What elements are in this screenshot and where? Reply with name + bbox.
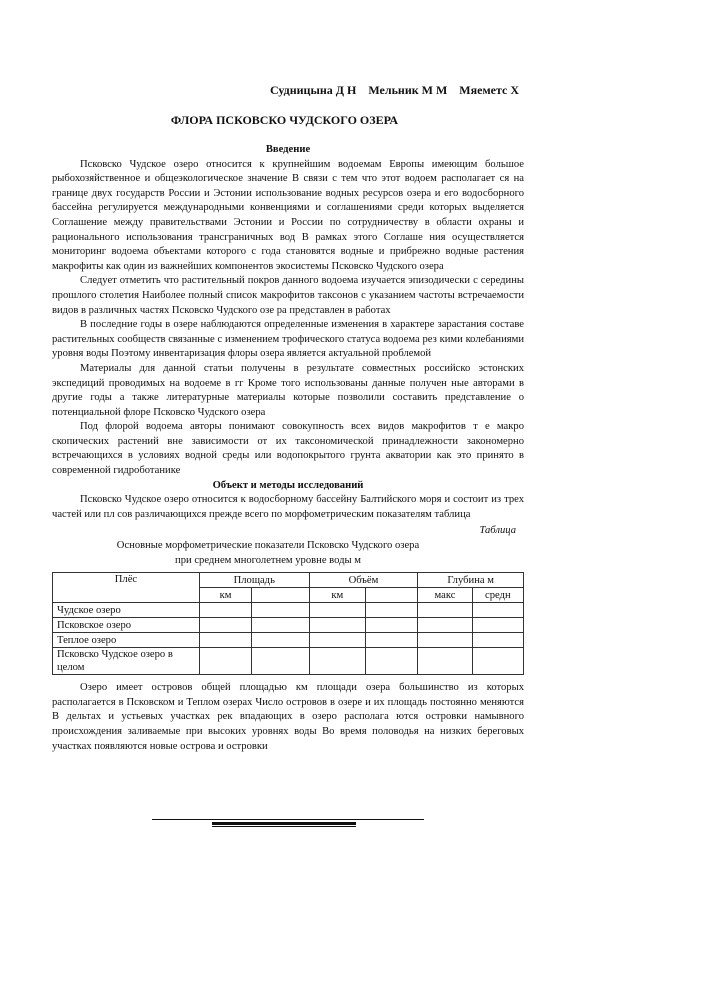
methods-paragraph: Псковско Чудское озеро относится к водосборному бассейну Балтийского моря и состоит из трех частей или пл сов различающихся прежде всего по морфометрическим показателям таблица [52, 494, 524, 520]
article-title [0, 113, 709, 128]
divider-thin-line [212, 826, 356, 827]
intro-paragraph-2: Следует отметить что растительный покров данного водоема изучается эпизодически с середины прошлого столетия Наиболее полный список макрофитов таксонов с указанием частоты встречаемости видов в различных частях Псковско Чудского озе ра представлен в работах [52, 275, 524, 316]
table-row [53, 633, 524, 648]
subheader-area-unit: км [199, 588, 251, 603]
authors-line: Судницына Д Н Мельник М М Мяеметс Х [270, 83, 519, 97]
intro-paragraph-5: Под флорой водоема авторы понимают совокупность всех видов макрофитов т е макро скопических растений вне зависимости от их таксономической принадлежности закономерно встречающихся в условиях водной среды или водопокрытого грунта акватории как это принято в современной гидроботанике [52, 421, 524, 477]
article-title-text: ФЛОРА ПСКОВСКО ЧУДСКОГО ОЗЕРА [170, 113, 399, 127]
article-body [52, 143, 524, 754]
row-name: Псковское озеро [53, 618, 200, 633]
column-header-volume: Объём [309, 573, 418, 588]
divider-line [152, 819, 424, 820]
subheader-volume-unit: км [309, 588, 365, 603]
table-label: Таблица [479, 525, 516, 537]
subheader-depth-mean: средн [472, 588, 523, 603]
subheader-depth-max: макс [418, 588, 472, 603]
column-header-lake: Плёс [53, 573, 200, 603]
subheader-volume-percent [365, 588, 417, 603]
column-header-depth: Глубина м [418, 573, 524, 588]
row-name: Псковско Чудское озеро в целом [53, 648, 200, 675]
section-heading-intro: Введение [265, 144, 311, 155]
row-name: Чудское озеро [53, 603, 200, 618]
footer-rule [152, 819, 424, 827]
section-heading-methods: Объект и методы исследований [212, 479, 364, 491]
table-row [53, 648, 524, 675]
table-caption-line-2: при среднем многолетнем уровне воды м [175, 554, 361, 566]
column-header-area: Площадь [199, 573, 309, 588]
table-row [53, 603, 524, 618]
islands-paragraph: Озеро имеет островов общей площадью км площади озера большинство из которых располагается в Псковском и Теплом озерах Число островов в озере и их площадь постоянно меняются В дельтах и устьевых участках рек впадающих в озеро располага ются островки намывного происхождения заливаемые при высоких уровнях воды Во время половодья на низких береговых участках появляются новые острова и островки [52, 682, 524, 752]
intro-paragraph-3: В последние годы в озере наблюдаются определенные изменения в характере зарастания составе растительных сообществ связанные с изменением трофического статуса водоема рез кими колебаниями уровня воды Поэтому инвентаризация флоры озера является актуальной проблемой [52, 319, 524, 360]
row-name: Теплое озеро [53, 633, 200, 648]
intro-paragraph-1: Псковско Чудское озеро относится к крупнейшим водоемам Европы имеющим большое рыбохозяйственное и общеэкологическое значение В связи с тем что этот водоем располагает ся на границе двух государств России и Эстонии использование водных ресурсов озера и его водосборного бассейна регулируется международными конвенциями и соглашениями среди которых выделяется Соглашение между правительствами Эстонии и России по сотрудничеству в области охраны и рационального использования трансграничных вод В рамках этого Соглаше ния осуществляется мониторинг водоема объектами которого с года становятся водные и прибрежно водные растения макрофиты как один из важнейших компонентов экосистемы Псковско Чудского озера [52, 158, 524, 272]
intro-paragraph-4: Материалы для данной статьи получены в результате совместных российско эстонских экспедиций проводимых на водоеме в гг Кроме того использованы данные получен ные авторами в другие годы а также литературные материалы которые позволили составить представление о потенциальной флоре Псковско Чудского озера [52, 362, 524, 418]
table-caption-line-1: Основные морфометрические показатели Псковско Чудского озера [116, 540, 420, 552]
morphometry-table [52, 572, 524, 675]
divider-thick-line [212, 822, 356, 825]
table-row [53, 618, 524, 633]
subheader-area-percent [252, 588, 309, 603]
